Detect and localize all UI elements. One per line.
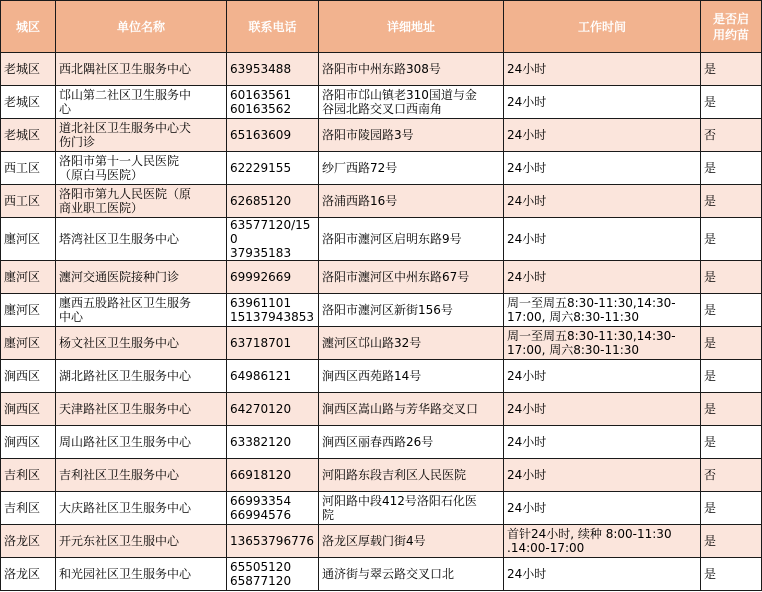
phone-cell: 62229155 [227,152,319,185]
hours-cell: 周一至周五8:30-11:30,14:30- 17:00, 周六8:30-11:30 [504,327,701,360]
phone-cell: 13653796776 [227,525,319,558]
unit-name-cell: 杨文社区卫生服务中心 [56,327,227,360]
phone-cell: 60163561 60163562 [227,86,319,119]
district-cell: 涧西区 [1,393,56,426]
vaccine-booking-cell: 是 [701,53,762,86]
phone-cell: 64986121 [227,360,319,393]
table-row [1,360,762,393]
address-cell: 洛阳市邙山镇老310国道与金 谷园北路交叉口西南角 [319,86,504,119]
table-row [1,426,762,459]
phone-cell: 65505120 65877120 [227,558,319,591]
vaccine-booking-cell: 是 [701,426,762,459]
address-cell: 纱厂西路72号 [319,152,504,185]
table-row [1,218,762,261]
unit-name-cell: 天津路社区卫生服务中心 [56,393,227,426]
phone-cell: 65163609 [227,119,319,152]
vaccine-booking-cell: 是 [701,393,762,426]
district-cell: 吉利区 [1,492,56,525]
address-cell: 涧西区嵩山路与芳华路交叉口 [319,393,504,426]
unit-name-cell: 湖北路社区卫生服务中心 [56,360,227,393]
hours-cell: 24小时 [504,86,701,119]
unit-name-cell: 塔湾社区卫生服务中心 [56,218,227,261]
table-row [1,119,762,152]
address-cell: 洛阳市陵园路3号 [319,119,504,152]
address-cell: 河阳路东段吉利区人民医院 [319,459,504,492]
hours-cell: 24小时 [504,426,701,459]
vaccine-booking-cell: 是 [701,558,762,591]
district-cell: 涧西区 [1,360,56,393]
hours-cell: 首针24小时, 续种 8:00-11:30 .14:00-17:00 [504,525,701,558]
address-cell: 河阳路中段412号洛阳石化医 院 [319,492,504,525]
header-vaccine-booking: 是否启 用约苗 [701,1,762,53]
vaccine-booking-cell: 是 [701,294,762,327]
address-cell: 洛阳市瀍河区新街156号 [319,294,504,327]
phone-cell: 66918120 [227,459,319,492]
address-cell: 瀍河区邙山路32号 [319,327,504,360]
phone-cell: 63953488 [227,53,319,86]
table-row [1,294,762,327]
vaccine-booking-cell: 是 [701,261,762,294]
table-row [1,185,762,218]
district-cell: 老城区 [1,86,56,119]
district-cell: 廛河区 [1,261,56,294]
address-cell: 洛浦西路16号 [319,185,504,218]
table-row [1,492,762,525]
header-row [1,1,762,53]
unit-name-cell: 洛阳市第十一人民医院 （原白马医院） [56,152,227,185]
address-cell: 洛龙区厚载门街4号 [319,525,504,558]
district-cell: 老城区 [1,53,56,86]
vaccine-booking-cell: 是 [701,525,762,558]
hours-cell: 24小时 [504,360,701,393]
table-row [1,86,762,119]
district-cell: 洛龙区 [1,525,56,558]
district-cell: 廛河区 [1,218,56,261]
table-row [1,459,762,492]
district-cell: 廛河区 [1,327,56,360]
vaccine-booking-cell: 是 [701,86,762,119]
district-cell: 涧西区 [1,426,56,459]
vaccine-booking-cell: 否 [701,459,762,492]
table-row [1,53,762,86]
vaccine-booking-cell: 是 [701,152,762,185]
table-row [1,152,762,185]
hours-cell: 24小时 [504,492,701,525]
address-cell: 洛阳市瀍河区中州东路67号 [319,261,504,294]
phone-cell: 62685120 [227,185,319,218]
district-cell: 老城区 [1,119,56,152]
table-row [1,525,762,558]
unit-name-cell: 洛阳市第九人民医院（原 商业职工医院） [56,185,227,218]
address-cell: 通济街与翠云路交叉口北 [319,558,504,591]
hours-cell: 24小时 [504,119,701,152]
phone-cell: 63961101 15137943853 [227,294,319,327]
hours-cell: 24小时 [504,185,701,218]
hours-cell: 24小时 [504,152,701,185]
header-address: 详细地址 [319,1,504,53]
hours-cell: 24小时 [504,459,701,492]
table-header [1,1,762,53]
header-phone: 联系电话 [227,1,319,53]
unit-name-cell: 大庆路社区卫生服务中心 [56,492,227,525]
district-cell: 吉利区 [1,459,56,492]
vaccine-booking-cell: 是 [701,327,762,360]
phone-cell: 66993354 66994576 [227,492,319,525]
phone-cell: 69992669 [227,261,319,294]
vaccine-booking-cell: 是 [701,185,762,218]
hours-cell: 24小时 [504,558,701,591]
table-row [1,261,762,294]
table-body [1,53,762,591]
district-cell: 洛龙区 [1,558,56,591]
vaccine-booking-cell: 是 [701,360,762,393]
hours-cell: 24小时 [504,53,701,86]
phone-cell: 63382120 [227,426,319,459]
unit-name-cell: 瀍河交通医院接种门诊 [56,261,227,294]
unit-name-cell: 吉利社区卫生服务中心 [56,459,227,492]
vaccine-booking-cell: 是 [701,218,762,261]
district-cell: 西工区 [1,152,56,185]
hours-cell: 24小时 [504,261,701,294]
unit-name-cell: 西北隅社区卫生服务中心 [56,53,227,86]
vaccine-booking-cell: 否 [701,119,762,152]
district-cell: 廛河区 [1,294,56,327]
hours-cell: 24小时 [504,218,701,261]
phone-cell: 64270120 [227,393,319,426]
header-hours: 工作时间 [504,1,701,53]
address-cell: 涧西区西苑路14号 [319,360,504,393]
table-row [1,327,762,360]
header-unit-name: 单位名称 [56,1,227,53]
unit-name-cell: 开元东社区卫生服中心 [56,525,227,558]
unit-name-cell: 道北社区卫生服务中心犬 伤门诊 [56,119,227,152]
header-district: 城区 [1,1,56,53]
address-cell: 涧西区丽春西路26号 [319,426,504,459]
table-row [1,558,762,591]
table-row [1,393,762,426]
phone-cell: 63577120/150 37935183 [227,218,319,261]
address-cell: 洛阳市中州东路308号 [319,53,504,86]
unit-name-cell: 廛西五股路社区卫生服务 中心 [56,294,227,327]
address-cell: 洛阳市瀍河区启明东路9号 [319,218,504,261]
unit-name-cell: 邙山第二社区卫生服务中 心 [56,86,227,119]
hours-cell: 周一至周五8:30-11:30,14:30- 17:00, 周六8:30-11:30 [504,294,701,327]
hours-cell: 24小时 [504,393,701,426]
unit-name-cell: 周山路社区卫生服务中心 [56,426,227,459]
vaccine-booking-cell: 是 [701,492,762,525]
unit-name-cell: 和光园社区卫生服务中心 [56,558,227,591]
phone-cell: 63718701 [227,327,319,360]
district-cell: 西工区 [1,185,56,218]
